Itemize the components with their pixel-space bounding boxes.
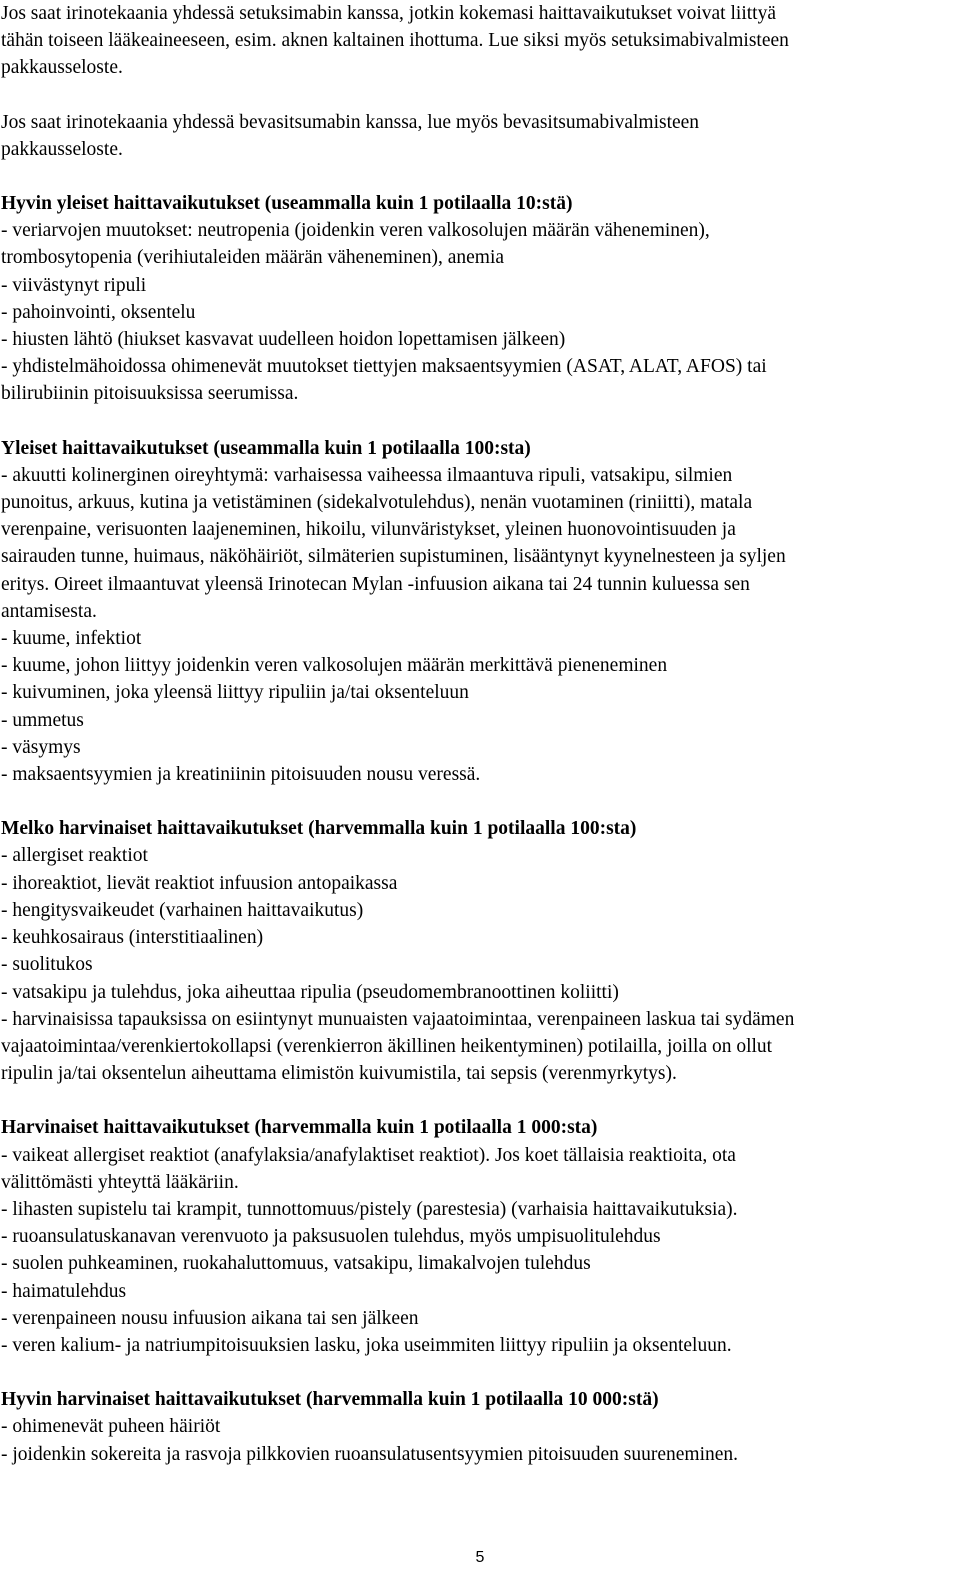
section-rare	[1, 1114, 959, 1359]
intro-paragraph-bevacizumab: Jos saat irinotekaania yhdessä bevasitsumabin kanssa, lue myös bevasitsumabivalmisteen pakkausseloste.	[1, 111, 700, 160]
section-common	[1, 435, 959, 789]
section-heading: Hyvin harvinaiset haittavaikutukset (harvemmalla kuin 1 potilaalla 10 000:stä)	[1, 1389, 659, 1411]
section-list: - allergiset reaktiot - ihoreaktiot, lievät reaktiot infuusion antopaikassa - hengitysvaikeudet (varhainen haittavaikutus) - keuhkosairaus (interstitiaalinen) - suolitukos - vatsakipu ja tulehdus, joka aiheuttaa ripulia (pseudomembranoottinen koliitti) - harvinaisissa tapauksissa on esiintynyt munuaisten vajaatoimintaa, verenpaineen laskua tai sydämen vajaatoimintaa/verenkiertokollapsi (verenkierron äkillinen heikentyminen) potilailla, joilla on ollut ripulin ja/tai oksentelun aiheuttama elimistön kuivumistila, tai sepsis (verenmyrkytys).	[1, 845, 795, 1085]
section-heading: Harvinaiset haittavaikutukset (harvemmalla kuin 1 potilaalla 1 000:sta)	[1, 1117, 598, 1139]
section-list: - ohimenevät puheen häiriöt - joidenkin sokereita ja rasvoja pilkkovien ruoansulatusentsyymien pitoisuuden suureneminen.	[1, 1416, 739, 1465]
page-number: 5	[475, 1549, 485, 1566]
section-very-rare	[1, 1386, 959, 1468]
section-very-common	[1, 190, 959, 408]
intro-paragraph-cetuximab: Jos saat irinotekaania yhdessä setuksimabin kanssa, jotkin kokemasi haittavaikutukset voivat liittyä tähän toiseen lääkeaineeseen, esim. aknen kaltainen ihottuma. Lue siksi myös setuksimabivalmisteen pakkausseloste.	[1, 3, 789, 79]
section-uncommon	[1, 815, 959, 1087]
section-list: - vaikeat allergiset reaktiot (anafylaksia/anafylaktiset reaktiot). Jos koet tällaisia reaktioita, ota välittömästi yhteyttä lääkäriin. - lihasten supistelu tai krampit, tunnottomuus/pistely (parestesia) (varhaisia haittavaikutuksia). - ruoansulatuskanavan verenvuoto ja paksusuolen tulehdus, myös umpisuolitulehdus - suolen puhkeaminen, ruokahaluttomuus, vatsakipu, limakalvojen tulehdus - haimatulehdus - verenpaineen nousu infuusion aikana tai sen jälkeen - veren kalium- ja natriumpitoisuuksien lasku, joka useimmiten liittyy ripuliin ja oksenteluun.	[1, 1144, 738, 1356]
document-page	[1, 0, 959, 1468]
section-heading: Yleiset haittavaikutukset (useammalla kuin 1 potilaalla 100:sta)	[1, 437, 531, 459]
section-heading: Melko harvinaiset haittavaikutukset (harvemmalla kuin 1 potilaalla 100:sta)	[1, 818, 637, 840]
section-list: - akuutti kolinerginen oireyhtymä: varhaisessa vaiheessa ilmaantuva ripuli, vatsakipu, silmien punoitus, arkuus, kutina ja vetistäminen (sidekalvotulehdus), nenän vuotaminen (riniitti), matala verenpaine, verisuonten laajeneminen, hikoilu, vilunväristykset, yleinen huonovointisuuden ja sairauden tunne, huimaus, näköhäiriöt, silmäterien supistuminen, lisääntynyt kyynelnesteen ja syljen eritys. Oireet ilmaantuvat yleensä Irinotecan Mylan -infuusion aikana tai 24 tunnin kuluessa sen antamisesta. - kuume, infektiot - kuume, johon liittyy joidenkin veren valkosolujen määrän merkittävä pieneneminen - kuivuminen, joka yleensä liittyy ripuliin ja/tai oksenteluun - ummetus - väsymys - maksaentsyymien ja kreatiniinin pitoisuuden nousu veressä.	[1, 464, 786, 786]
section-list: - veriarvojen muutokset: neutropenia (joidenkin veren valkosolujen määrän väheneminen), trombosytopenia (verihiutaleiden määrän väheneminen), anemia - viivästynyt ripuli - pahoinvointi, oksentelu - hiusten lähtö (hiukset kasvavat uudelleen hoidon lopettamisen jälkeen) - yhdistelmähoidossa ohimenevät muutokset tiettyjen maksaentsyymien (ASAT, ALAT, AFOS) tai bilirubiinin pitoisuuksissa seerumissa.	[1, 220, 767, 405]
section-heading: Hyvin yleiset haittavaikutukset (useammalla kuin 1 potilaalla 10:stä)	[1, 193, 573, 215]
